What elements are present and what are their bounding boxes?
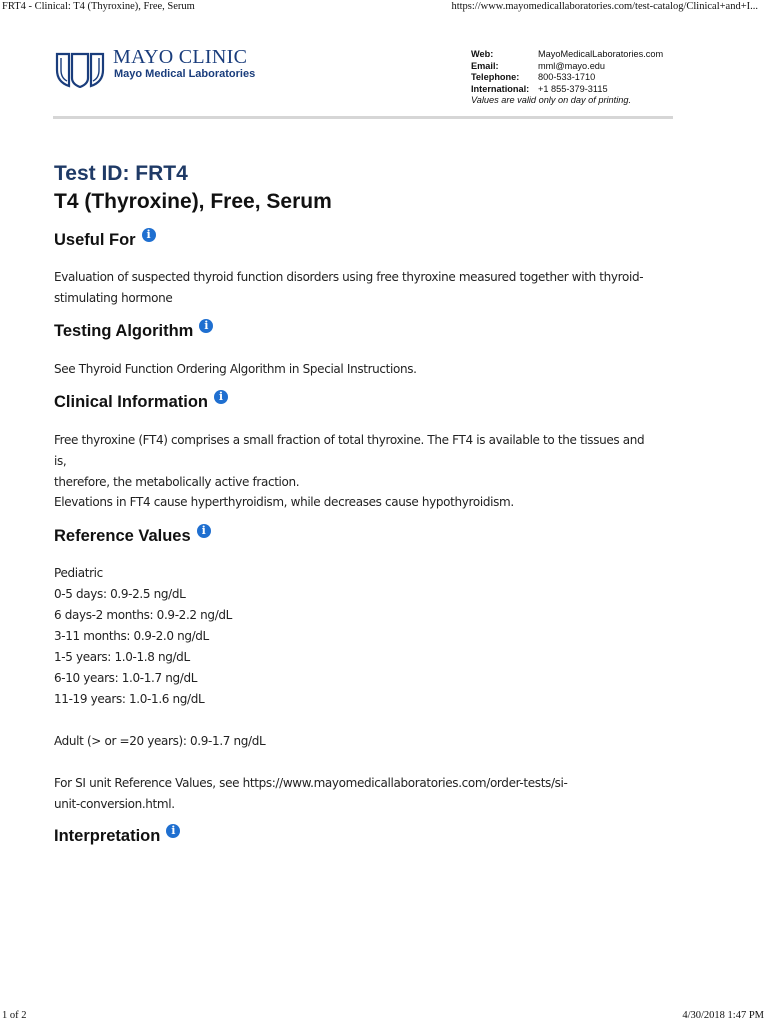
reference-adult (54, 731, 654, 752)
testing-algorithm-text (54, 359, 654, 380)
logo-subtitle: Mayo Medical Laboratories (114, 68, 256, 80)
contact-label: Telephone: (471, 72, 520, 83)
section-title: Useful For (54, 231, 136, 249)
contact-international: +1 855-379-3115 (538, 83, 608, 94)
print-footer (0, 1008, 768, 1024)
reference-value-line: 0-5 days: 0.9-2.5 ng/dL (54, 587, 186, 601)
contact-label: Web: (471, 49, 494, 59)
logo-brand-text: MAYO CLINIC (113, 46, 248, 68)
print-timestamp: 4/30/2018 1:47 PM (682, 1010, 764, 1021)
reference-value-line: 6 days-2 months: 0.9-2.2 ng/dL (54, 608, 232, 622)
testing-algorithm-heading (54, 318, 213, 341)
text-line: therefore, the metabolically active fraction. (54, 475, 300, 489)
test-id: Test ID: FRT4 (54, 162, 188, 185)
reference-values-heading (54, 523, 211, 546)
reference-group-label: Pediatric (54, 566, 103, 580)
text-line: Elevations in FT4 cause hyperthyroidism, while decreases cause hypothyroidism. (54, 495, 514, 509)
reference-value-line: 11-19 years: 1.0-1.6 ng/dL (54, 692, 205, 706)
contact-row-international (471, 84, 681, 96)
text-line: Free thyroxine (FT4) comprises a small fraction of total thyroxine. The FT4 is available to the tissues and is, (54, 433, 645, 468)
text-line: For SI unit Reference Values, see https://www.mayomedicallaboratories.com/order-tests/si- (54, 776, 568, 790)
contact-label: Email: (471, 60, 499, 71)
section-title: Reference Values (54, 527, 191, 545)
test-name: T4 (Thyroxine), Free, Serum (54, 190, 332, 213)
clinical-information-text-2 (54, 492, 654, 513)
reference-values-list (54, 563, 654, 710)
test-heading (54, 160, 674, 216)
reference-value-line: 1-5 years: 1.0-1.8 ng/dL (54, 650, 190, 664)
useful-for-heading (54, 227, 156, 250)
mayo-clinic-logo (53, 44, 293, 90)
print-header-title: FRT4 - Clinical: T4 (Thyroxine), Free, Serum (2, 1, 195, 12)
contact-label: International: (471, 83, 530, 94)
text-line: Evaluation of suspected thyroid function disorders using free thyroxine measured together with thyroid- (54, 270, 644, 284)
contact-telephone: 800-533-1710 (538, 72, 596, 83)
section-title: Testing Algorithm (54, 322, 194, 340)
clinical-information-heading (54, 389, 228, 412)
info-icon[interactable]: i (214, 390, 228, 404)
info-icon[interactable]: i (199, 319, 213, 333)
text-line: stimulating hormone (54, 291, 173, 305)
mayo-shield-icon (53, 48, 107, 88)
contact-row-email (471, 61, 681, 73)
reference-si-note (54, 773, 654, 815)
section-title: Clinical Information (54, 393, 209, 411)
info-icon[interactable]: i (197, 524, 211, 538)
validity-note: Values are valid only on day of printing. (471, 95, 632, 106)
print-header (0, 0, 768, 16)
info-icon[interactable]: i (166, 824, 180, 838)
contact-row-telephone (471, 72, 681, 84)
reference-value-line: 6-10 years: 1.0-1.7 ng/dL (54, 671, 198, 685)
reference-value-line: 3-11 months: 0.9-2.0 ng/dL (54, 629, 209, 643)
interpretation-heading (54, 823, 180, 846)
section-title: Interpretation (54, 827, 161, 845)
text-line: unit-conversion.html. (54, 797, 175, 811)
page-number: 1 of 2 (2, 1010, 27, 1021)
header-divider (53, 116, 673, 119)
contact-block (471, 49, 681, 107)
clinical-information-text (54, 430, 654, 493)
reference-value-line: Adult (> or =20 years): 0.9-1.7 ng/dL (54, 734, 266, 748)
info-icon[interactable]: i (142, 228, 156, 242)
contact-web-link[interactable]: MayoMedicalLaboratories.com (538, 49, 664, 59)
contact-row-web (471, 49, 681, 61)
useful-for-text (54, 267, 654, 309)
text-line: See Thyroid Function Ordering Algorithm in Special Instructions. (54, 362, 417, 376)
contact-email-link[interactable]: mml@mayo.edu (538, 60, 606, 71)
print-header-url: https://www.mayomedicallaboratories.com/test-catalog/Clinical+and+I... (451, 1, 758, 12)
